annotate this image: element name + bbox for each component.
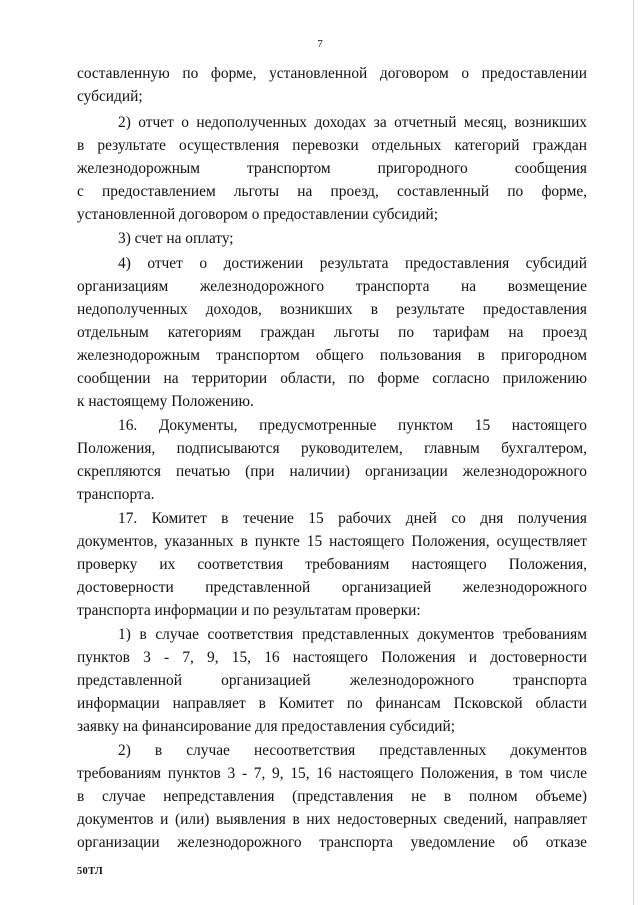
text-line: транспорта информации и по результатам проверки: <box>77 602 421 619</box>
text-line: документов, указанных в пункте 15 настоящего Положения, осуществляет <box>77 533 587 550</box>
text-line: в результате осуществления перевозки отдельных категорий граждан <box>77 137 587 154</box>
text-line: 2) отчет о недополученных доходах за отчетный месяц, возникших <box>118 114 587 131</box>
text-line: с предоставлением льготы на проезд, составленный по форме, <box>77 183 587 200</box>
document-code: 50ТЛ <box>77 866 104 877</box>
text-line: организациям железнодорожного транспорта на возмещение <box>77 278 587 295</box>
text-line: субсидий; <box>77 88 143 105</box>
text-line: к настоящему Положению. <box>77 393 254 410</box>
page-edge <box>633 0 634 905</box>
text-line: требованиям пунктов 3 - 7, 9, 15, 16 настоящего Положения, в том числе <box>77 765 587 782</box>
text-line: пунктов 3 - 7, 9, 15, 16 настоящего Положения и достоверности <box>77 649 587 666</box>
text-line: достоверности представленной организацией железнодорожного <box>77 579 587 596</box>
text-line: 3) счет на оплату; <box>118 230 234 247</box>
text-line: заявку на финансирование для предоставления субсидий; <box>77 718 456 735</box>
text-line: информации направляет в Комитет по финансам Псковской области <box>77 695 587 712</box>
text-line: документов и (или) выявления в них недостоверных сведений, направляет <box>77 811 587 828</box>
text-line: представленной организацией железнодорожного транспорта <box>77 672 587 689</box>
text-line: составленную по форме, установленной договором о предоставлении <box>77 65 587 82</box>
text-line: 4) отчет о достижении результата предоставления субсидий <box>118 255 587 272</box>
text-line: скрепляются печатью (при наличии) организации железнодорожного <box>77 463 587 480</box>
text-line: 2) в случае несоответствия представленных документов <box>118 742 587 759</box>
text-line: транспорта. <box>77 486 155 503</box>
text-line: железнодорожным транспортом общего пользования в пригородном <box>77 347 587 364</box>
page-number: 7 <box>317 38 323 50</box>
text-line: железнодорожным транспортом пригородного сообщения <box>77 160 587 177</box>
text-line: отдельным категориям граждан льготы по тарифам на проезд <box>77 324 587 341</box>
text-line: 16. Документы, предусмотренные пунктом 15 настоящего <box>118 417 587 434</box>
text-line: установленной договором о предоставлении субсидий; <box>77 206 439 223</box>
text-line: 17. Комитет в течение 15 рабочих дней со дня получения <box>118 510 587 527</box>
text-line: сообщении на территории области, по форме согласно приложению <box>77 370 587 387</box>
text-line: Положения, подписываются руководителем, главным бухгалтером, <box>77 440 587 457</box>
text-line: проверку их соответствия требованиям настоящего Положения, <box>77 556 587 573</box>
text-line: 1) в случае соответствия представленных документов требованиям <box>118 626 587 643</box>
text-line: недополученных доходов, возникших в результате предоставления <box>77 301 587 318</box>
text-line: в случае непредставления (представления не в полном объеме) <box>77 788 587 805</box>
text-line: организации железнодорожного транспорта уведомление об отказе <box>77 834 587 851</box>
